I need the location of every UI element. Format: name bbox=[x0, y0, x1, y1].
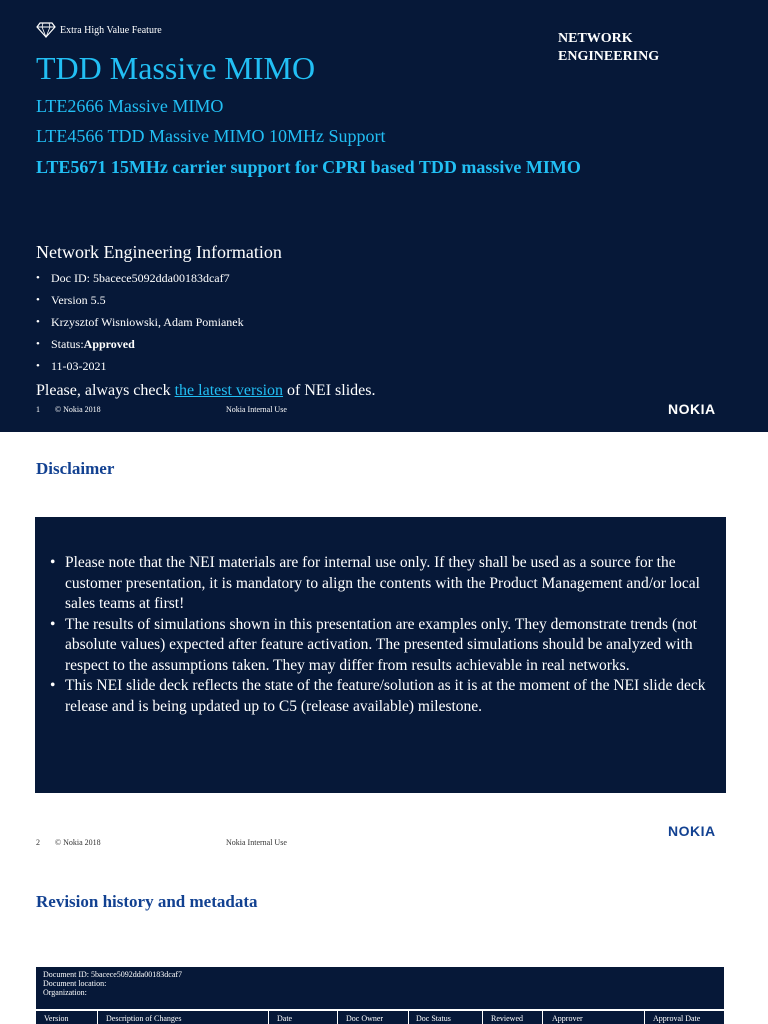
feature-subtitle: LTE5671 15MHz carrier support for CPRI based TDD massive MIMO bbox=[36, 157, 581, 177]
disclaimer-heading: Disclaimer bbox=[36, 459, 115, 478]
list-item: • Status: Approved bbox=[36, 336, 244, 358]
page-number: 2 bbox=[36, 838, 40, 847]
column-header: Description of Changes bbox=[106, 1014, 182, 1023]
feature-tag bbox=[36, 22, 162, 38]
nokia-logo: NOKIA bbox=[668, 823, 716, 839]
column-divider bbox=[97, 1011, 98, 1024]
column-header: Approver bbox=[552, 1014, 583, 1023]
list-item: • Version 5.5 bbox=[36, 292, 244, 314]
nei-heading: Network Engineering Information bbox=[36, 242, 282, 262]
disclaimer-list bbox=[46, 553, 716, 717]
title-slide bbox=[0, 0, 768, 432]
diamond-icon bbox=[36, 22, 56, 38]
list-item: • 11-03-2021 bbox=[36, 358, 244, 380]
status-label: Status: bbox=[51, 337, 84, 351]
slide-title: TDD Massive MIMO bbox=[36, 50, 316, 86]
latest-version-link[interactable]: the latest version bbox=[174, 382, 284, 399]
column-divider bbox=[644, 1011, 645, 1024]
nokia-logo: NOKIA bbox=[668, 401, 716, 417]
list-item: • Please note that the NEI materials are for internal use only. If they shall be used as a source for the customer presentation, it is mandatory to align the contents with the Product Management and/or local sales teams at first! bbox=[50, 554, 700, 612]
metadata-box bbox=[36, 967, 724, 1009]
column-divider bbox=[542, 1011, 543, 1024]
doc-id: Doc ID: 5bacece5092dda00183dcaf7 bbox=[51, 271, 230, 285]
revision-table-header bbox=[36, 1011, 724, 1024]
network-engineering-label: NETWORK ENGINEERING bbox=[558, 31, 660, 64]
feature-subtitle: LTE2666 Massive MIMO bbox=[36, 96, 224, 116]
list-item: • This NEI slide deck reflects the state of the feature/solution as it is at the moment of the NEI slide deck release and is being updated up to C5 (release available) milestone. bbox=[50, 677, 706, 715]
column-header: Date bbox=[277, 1014, 293, 1023]
organization: Organization: bbox=[43, 988, 87, 997]
column-divider bbox=[408, 1011, 409, 1024]
column-header: Approval Date bbox=[653, 1014, 701, 1023]
column-header: Doc Owner bbox=[346, 1014, 384, 1023]
column-header: Version bbox=[44, 1014, 69, 1023]
list-item: • Doc ID: 5bacece5092dda00183dcaf7 bbox=[36, 270, 244, 292]
disclaimer-box bbox=[35, 517, 726, 793]
status-value: Approved bbox=[83, 337, 135, 351]
authors: Krzysztof Wisniowski, Adam Pomianek bbox=[51, 315, 244, 329]
nei-info-list bbox=[36, 270, 244, 380]
feature-subtitle: LTE4566 TDD Massive MIMO 10MHz Support bbox=[36, 126, 386, 146]
column-header: Reviewed bbox=[491, 1014, 523, 1023]
column-divider bbox=[337, 1011, 338, 1024]
list-item: • The results of simulations shown in this presentation are examples only. They demonstrate trends (not absolute values) expected after feature activation. The presented simulations should be analyzed with respect to the assumptions taken. They may differ from results achievable in real networks. bbox=[50, 615, 697, 674]
date: 11-03-2021 bbox=[51, 359, 107, 373]
column-header: Doc Status bbox=[416, 1014, 451, 1023]
document-location: Document location: bbox=[43, 979, 107, 988]
column-divider bbox=[268, 1011, 269, 1024]
revision-history-heading: Revision history and metadata bbox=[36, 892, 258, 911]
copyright: © Nokia 2018 bbox=[55, 405, 101, 414]
copyright: © Nokia 2018 bbox=[55, 838, 101, 847]
classification: Nokia Internal Use bbox=[226, 838, 287, 847]
page-number: 1 bbox=[36, 405, 40, 414]
column-divider bbox=[482, 1011, 483, 1024]
classification: Nokia Internal Use bbox=[226, 405, 287, 414]
latest-version-note: Please, always check the latest version of NEI slides. bbox=[36, 382, 376, 399]
version: Version 5.5 bbox=[51, 293, 106, 307]
document-id: Document ID: 5bacece5092dda00183dcaf7 bbox=[43, 970, 183, 979]
list-item: • Krzysztof Wisniowski, Adam Pomianek bbox=[36, 314, 244, 336]
feature-tag-label: Extra High Value Feature bbox=[60, 24, 162, 36]
